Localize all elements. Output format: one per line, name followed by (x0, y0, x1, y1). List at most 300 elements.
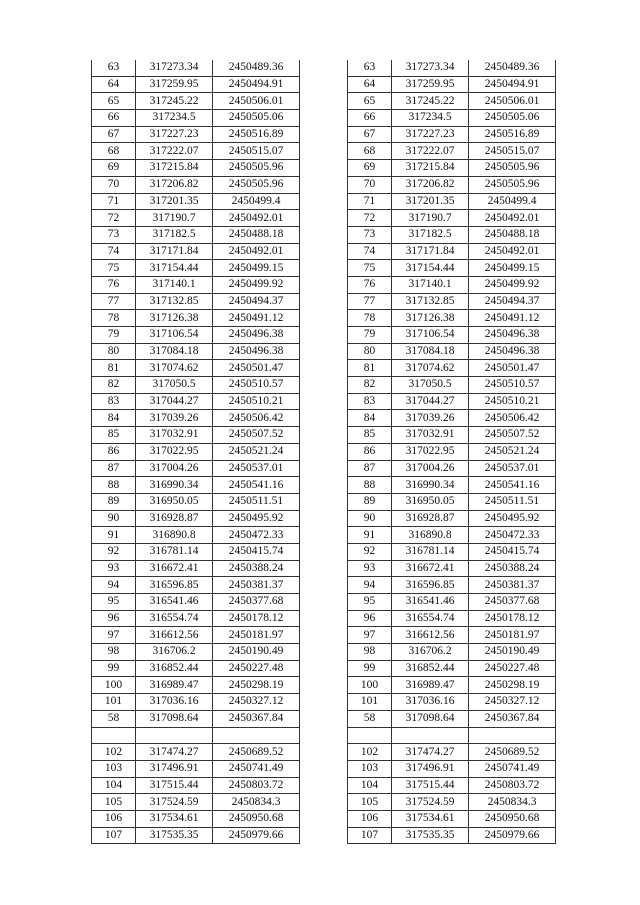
table-row (348, 60, 556, 76)
y-coordinate-cell: 2450181.97 (213, 627, 300, 644)
x-coordinate-cell: 317171.84 (392, 243, 469, 260)
x-coordinate-cell: 317084.18 (136, 343, 213, 360)
table-row (348, 327, 556, 344)
point-number-cell: 97 (92, 627, 136, 644)
point-number-cell: 86 (92, 443, 136, 460)
y-coordinate-cell: 2450505.96 (469, 160, 556, 177)
table-row (348, 110, 556, 127)
x-coordinate-cell: 317106.54 (392, 327, 469, 344)
point-number-cell: 80 (348, 343, 392, 360)
y-coordinate-cell: 2450492.01 (213, 210, 300, 227)
point-number-cell: 63 (92, 60, 136, 76)
table-row (348, 627, 556, 644)
point-number-cell: 72 (92, 210, 136, 227)
point-number-cell: 70 (92, 176, 136, 193)
y-coordinate-cell: 2450499.4 (469, 193, 556, 210)
table-row (92, 310, 300, 327)
y-coordinate-cell: 2450492.01 (469, 210, 556, 227)
point-number-cell: 73 (348, 226, 392, 243)
table-row (92, 210, 300, 227)
y-coordinate-cell: 2450367.84 (469, 710, 556, 727)
point-number-cell: 65 (348, 93, 392, 110)
x-coordinate-cell: 317524.59 (392, 794, 469, 811)
y-coordinate-cell: 2450415.74 (213, 543, 300, 560)
table-row (348, 694, 556, 711)
table-row (348, 393, 556, 410)
table-row (348, 243, 556, 260)
table-row (348, 210, 556, 227)
y-coordinate-cell: 2450505.06 (213, 110, 300, 127)
point-number-cell: 95 (348, 594, 392, 611)
y-coordinate-cell: 2450521.24 (213, 443, 300, 460)
y-coordinate-cell: 2450516.89 (213, 126, 300, 143)
x-coordinate-cell: 317044.27 (392, 393, 469, 410)
y-coordinate-cell: 2450507.52 (213, 427, 300, 444)
point-number-cell: 76 (92, 276, 136, 293)
table-row (348, 477, 556, 494)
point-number-cell: 76 (348, 276, 392, 293)
point-number-cell: 78 (348, 310, 392, 327)
y-coordinate-cell: 2450491.12 (213, 310, 300, 327)
table-row (348, 744, 556, 761)
table-row (92, 243, 300, 260)
y-coordinate-cell: 2450178.12 (213, 610, 300, 627)
x-coordinate-cell: 317098.64 (136, 710, 213, 727)
point-number-cell: 67 (92, 126, 136, 143)
x-coordinate-cell: 317140.1 (136, 276, 213, 293)
x-coordinate-cell: 317039.26 (136, 410, 213, 427)
point-number-cell: 106 (92, 810, 136, 827)
x-coordinate-cell: 317222.07 (392, 143, 469, 160)
table-row (92, 360, 300, 377)
point-number-cell: 105 (92, 794, 136, 811)
y-coordinate-cell: 2450388.24 (213, 560, 300, 577)
table-row (348, 560, 556, 577)
table-row (348, 310, 556, 327)
table-row (92, 577, 300, 594)
table-row (348, 810, 556, 827)
x-coordinate-cell: 317039.26 (392, 410, 469, 427)
table-row (92, 226, 300, 243)
point-number-cell: 103 (348, 760, 392, 777)
y-coordinate-cell: 2450496.38 (469, 327, 556, 344)
table-row (92, 760, 300, 777)
x-coordinate-cell: 317004.26 (392, 460, 469, 477)
point-number-cell: 100 (92, 677, 136, 694)
table-row (92, 560, 300, 577)
y-coordinate-cell: 2450472.33 (469, 527, 556, 544)
point-number-cell: 75 (348, 260, 392, 277)
point-number-cell: 104 (348, 777, 392, 794)
point-number-cell: 82 (92, 377, 136, 394)
table-row (348, 577, 556, 594)
y-coordinate-cell: 2450489.36 (213, 60, 300, 76)
point-number-cell: 97 (348, 627, 392, 644)
table-row (348, 160, 556, 177)
point-number-cell: 84 (348, 410, 392, 427)
y-coordinate-cell: 2450507.52 (469, 427, 556, 444)
y-coordinate-cell: 2450499.4 (213, 193, 300, 210)
point-number-cell: 87 (92, 460, 136, 477)
table-row (348, 443, 556, 460)
table-row (348, 543, 556, 560)
y-coordinate-cell: 2450377.68 (213, 594, 300, 611)
x-coordinate-cell: 317154.44 (392, 260, 469, 277)
point-number-cell: 101 (92, 694, 136, 711)
x-coordinate-cell: 317036.16 (136, 694, 213, 711)
y-coordinate-cell: 2450511.51 (213, 493, 300, 510)
x-coordinate-cell: 316596.85 (392, 577, 469, 594)
x-coordinate-cell (392, 727, 469, 744)
point-number-cell: 88 (92, 477, 136, 494)
x-coordinate-cell: 317215.84 (136, 160, 213, 177)
table-row (348, 76, 556, 93)
x-coordinate-cell: 316612.56 (392, 627, 469, 644)
x-coordinate-cell: 316890.8 (136, 527, 213, 544)
x-coordinate-cell: 317245.22 (136, 93, 213, 110)
table-row (348, 710, 556, 727)
x-coordinate-cell: 317004.26 (136, 460, 213, 477)
x-coordinate-cell: 316541.46 (136, 594, 213, 611)
table-row (92, 660, 300, 677)
y-coordinate-cell: 2450505.96 (469, 176, 556, 193)
y-coordinate-cell: 2450367.84 (213, 710, 300, 727)
x-coordinate-cell: 317474.27 (392, 744, 469, 761)
table-row (92, 143, 300, 160)
y-coordinate-cell: 2450377.68 (469, 594, 556, 611)
point-number-cell: 79 (348, 327, 392, 344)
table-row (348, 727, 556, 744)
y-coordinate-cell: 2450515.07 (213, 143, 300, 160)
table-row (92, 126, 300, 143)
point-number-cell: 64 (92, 76, 136, 93)
x-coordinate-cell: 317259.95 (136, 76, 213, 93)
point-number-cell: 79 (92, 327, 136, 344)
point-number-cell: 81 (348, 360, 392, 377)
x-coordinate-cell: 317032.91 (136, 427, 213, 444)
y-coordinate-cell: 2450496.38 (469, 343, 556, 360)
y-coordinate-cell (469, 727, 556, 744)
table-row (92, 610, 300, 627)
y-coordinate-cell: 2450505.96 (213, 176, 300, 193)
table-row (348, 143, 556, 160)
y-coordinate-cell: 2450689.52 (469, 744, 556, 761)
x-coordinate-cell: 316612.56 (136, 627, 213, 644)
y-coordinate-cell: 2450499.15 (469, 260, 556, 277)
table-row (92, 293, 300, 310)
x-coordinate-cell: 317474.27 (136, 744, 213, 761)
y-coordinate-cell: 2450491.12 (469, 310, 556, 327)
y-coordinate-cell: 2450510.57 (469, 377, 556, 394)
x-coordinate-cell: 317201.35 (392, 193, 469, 210)
table-body (92, 60, 300, 844)
x-coordinate-cell: 316950.05 (392, 493, 469, 510)
x-coordinate-cell: 317098.64 (392, 710, 469, 727)
y-coordinate-cell: 2450803.72 (469, 777, 556, 794)
point-number-cell: 98 (348, 644, 392, 661)
x-coordinate-cell: 317524.59 (136, 794, 213, 811)
x-coordinate-cell: 317515.44 (392, 777, 469, 794)
point-number-cell: 71 (92, 193, 136, 210)
table-row (92, 443, 300, 460)
point-number-cell: 72 (348, 210, 392, 227)
table-row (92, 694, 300, 711)
x-coordinate-cell: 317273.34 (392, 60, 469, 76)
point-number-cell: 68 (92, 143, 136, 160)
x-coordinate-cell: 317126.38 (136, 310, 213, 327)
x-coordinate-cell: 317496.91 (136, 760, 213, 777)
x-coordinate-cell: 317234.5 (136, 110, 213, 127)
table-row (348, 427, 556, 444)
x-coordinate-cell: 316990.34 (136, 477, 213, 494)
x-coordinate-cell: 317182.5 (392, 226, 469, 243)
point-number-cell: 102 (92, 744, 136, 761)
y-coordinate-cell: 2450492.01 (469, 243, 556, 260)
table-row (348, 644, 556, 661)
y-coordinate-cell: 2450950.68 (213, 810, 300, 827)
table-row (92, 527, 300, 544)
point-number-cell: 83 (92, 393, 136, 410)
x-coordinate-cell: 317496.91 (392, 760, 469, 777)
point-number-cell: 85 (348, 427, 392, 444)
table-row (92, 727, 300, 744)
x-coordinate-cell: 317074.62 (136, 360, 213, 377)
table-row (92, 594, 300, 611)
point-number-cell: 100 (348, 677, 392, 694)
x-coordinate-cell: 316672.41 (392, 560, 469, 577)
point-number-cell: 102 (348, 744, 392, 761)
table-row (348, 610, 556, 627)
y-coordinate-cell: 2450511.51 (469, 493, 556, 510)
table-row (348, 493, 556, 510)
table-row (348, 410, 556, 427)
table-row (92, 343, 300, 360)
point-number-cell: 70 (348, 176, 392, 193)
point-number-cell: 107 (92, 827, 136, 844)
point-number-cell: 107 (348, 827, 392, 844)
point-number-cell: 58 (348, 710, 392, 727)
point-number-cell: 71 (348, 193, 392, 210)
y-coordinate-cell: 2450495.92 (213, 510, 300, 527)
x-coordinate-cell: 317032.91 (392, 427, 469, 444)
point-number-cell: 104 (92, 777, 136, 794)
point-number-cell: 87 (348, 460, 392, 477)
table-row (348, 677, 556, 694)
x-coordinate-cell: 317215.84 (392, 160, 469, 177)
table-row (92, 276, 300, 293)
x-coordinate-cell: 317222.07 (136, 143, 213, 160)
point-number-cell: 99 (348, 660, 392, 677)
x-coordinate-cell: 316852.44 (392, 660, 469, 677)
table-row (92, 110, 300, 127)
y-coordinate-cell: 2450495.92 (469, 510, 556, 527)
point-number-cell: 68 (348, 143, 392, 160)
point-number-cell: 89 (348, 493, 392, 510)
coordinate-table-right (347, 60, 556, 844)
y-coordinate-cell: 2450741.49 (469, 760, 556, 777)
point-number-cell: 105 (348, 794, 392, 811)
y-coordinate-cell: 2450298.19 (469, 677, 556, 694)
point-number-cell: 77 (348, 293, 392, 310)
x-coordinate-cell: 316781.14 (136, 543, 213, 560)
y-coordinate-cell: 2450494.37 (213, 293, 300, 310)
y-coordinate-cell: 2450496.38 (213, 343, 300, 360)
x-coordinate-cell: 317140.1 (392, 276, 469, 293)
point-number-cell: 91 (92, 527, 136, 544)
point-number-cell: 92 (348, 543, 392, 560)
point-number-cell: 96 (92, 610, 136, 627)
y-coordinate-cell: 2450515.07 (469, 143, 556, 160)
y-coordinate-cell: 2450506.01 (469, 93, 556, 110)
table-row (92, 477, 300, 494)
x-coordinate-cell: 316706.2 (392, 644, 469, 661)
point-number-cell: 74 (92, 243, 136, 260)
x-coordinate-cell: 317074.62 (392, 360, 469, 377)
y-coordinate-cell: 2450181.97 (469, 627, 556, 644)
y-coordinate-cell: 2450501.47 (469, 360, 556, 377)
x-coordinate-cell: 317227.23 (136, 126, 213, 143)
y-coordinate-cell: 2450492.01 (213, 243, 300, 260)
x-coordinate-cell: 317154.44 (136, 260, 213, 277)
point-number-cell: 106 (348, 810, 392, 827)
point-number-cell (348, 727, 392, 744)
x-coordinate-cell: 317535.35 (392, 827, 469, 844)
point-number-cell: 77 (92, 293, 136, 310)
point-number-cell: 84 (92, 410, 136, 427)
table-row (92, 810, 300, 827)
y-coordinate-cell: 2450489.36 (469, 60, 556, 76)
x-coordinate-cell: 317245.22 (392, 93, 469, 110)
x-coordinate-cell: 317050.5 (136, 377, 213, 394)
point-number-cell: 69 (92, 160, 136, 177)
x-coordinate-cell: 317206.82 (392, 176, 469, 193)
y-coordinate-cell: 2450521.24 (469, 443, 556, 460)
table-row (348, 594, 556, 611)
y-coordinate-cell: 2450689.52 (213, 744, 300, 761)
x-coordinate-cell: 317036.16 (392, 694, 469, 711)
y-coordinate-cell: 2450388.24 (469, 560, 556, 577)
table-row (92, 493, 300, 510)
x-coordinate-cell: 317190.7 (136, 210, 213, 227)
table-row (348, 293, 556, 310)
y-coordinate-cell: 2450494.37 (469, 293, 556, 310)
x-coordinate-cell: 317171.84 (136, 243, 213, 260)
table-row (92, 427, 300, 444)
y-coordinate-cell: 2450501.47 (213, 360, 300, 377)
point-number-cell: 99 (92, 660, 136, 677)
y-coordinate-cell: 2450499.92 (469, 276, 556, 293)
table-row (348, 93, 556, 110)
table-row (92, 76, 300, 93)
point-number-cell: 92 (92, 543, 136, 560)
y-coordinate-cell: 2450979.66 (469, 827, 556, 844)
table-row (348, 193, 556, 210)
x-coordinate-cell: 317227.23 (392, 126, 469, 143)
y-coordinate-cell: 2450227.48 (469, 660, 556, 677)
point-number-cell: 88 (348, 477, 392, 494)
y-coordinate-cell: 2450499.92 (213, 276, 300, 293)
point-number-cell: 101 (348, 694, 392, 711)
point-number-cell: 89 (92, 493, 136, 510)
x-coordinate-cell: 317234.5 (392, 110, 469, 127)
x-coordinate-cell: 317535.35 (136, 827, 213, 844)
x-coordinate-cell: 317206.82 (136, 176, 213, 193)
y-coordinate-cell: 2450950.68 (469, 810, 556, 827)
table-row (348, 527, 556, 544)
table-row (348, 226, 556, 243)
point-number-cell: 93 (348, 560, 392, 577)
point-number-cell: 69 (348, 160, 392, 177)
x-coordinate-cell: 317132.85 (136, 293, 213, 310)
y-coordinate-cell: 2450803.72 (213, 777, 300, 794)
table-row (92, 827, 300, 844)
x-coordinate-cell: 316989.47 (136, 677, 213, 694)
table-row (92, 377, 300, 394)
table-row (92, 327, 300, 344)
x-coordinate-cell: 317044.27 (136, 393, 213, 410)
table-row (92, 93, 300, 110)
point-number-cell: 65 (92, 93, 136, 110)
table-row (348, 126, 556, 143)
table-row (92, 677, 300, 694)
point-number-cell: 94 (92, 577, 136, 594)
y-coordinate-cell: 2450499.15 (213, 260, 300, 277)
point-number-cell: 90 (348, 510, 392, 527)
y-coordinate-cell: 2450505.96 (213, 160, 300, 177)
point-number-cell: 74 (348, 243, 392, 260)
point-number-cell: 73 (92, 226, 136, 243)
point-number-cell: 93 (92, 560, 136, 577)
x-coordinate-cell: 317132.85 (392, 293, 469, 310)
y-coordinate-cell: 2450327.12 (213, 694, 300, 711)
x-coordinate-cell: 317515.44 (136, 777, 213, 794)
y-coordinate-cell: 2450472.33 (213, 527, 300, 544)
x-coordinate-cell: 316990.34 (392, 477, 469, 494)
table-row (92, 627, 300, 644)
table-row (92, 510, 300, 527)
y-coordinate-cell: 2450979.66 (213, 827, 300, 844)
y-coordinate-cell: 2450506.42 (213, 410, 300, 427)
point-number-cell: 94 (348, 577, 392, 594)
table-row (348, 794, 556, 811)
table-row (92, 543, 300, 560)
x-coordinate-cell: 316554.74 (136, 610, 213, 627)
y-coordinate-cell: 2450510.57 (213, 377, 300, 394)
table-row (92, 176, 300, 193)
x-coordinate-cell: 316928.87 (136, 510, 213, 527)
y-coordinate-cell: 2450327.12 (469, 694, 556, 711)
y-coordinate-cell: 2450541.16 (213, 477, 300, 494)
table-row (348, 760, 556, 777)
y-coordinate-cell: 2450510.21 (213, 393, 300, 410)
point-number-cell: 81 (92, 360, 136, 377)
x-coordinate-cell: 317190.7 (392, 210, 469, 227)
x-coordinate-cell: 316989.47 (392, 677, 469, 694)
x-coordinate-cell: 316890.8 (392, 527, 469, 544)
table-row (348, 510, 556, 527)
point-number-cell: 91 (348, 527, 392, 544)
table-row (348, 460, 556, 477)
y-coordinate-cell: 2450537.01 (469, 460, 556, 477)
x-coordinate-cell: 316672.41 (136, 560, 213, 577)
point-number-cell: 96 (348, 610, 392, 627)
y-coordinate-cell: 2450488.18 (213, 226, 300, 243)
point-number-cell (92, 727, 136, 744)
point-number-cell: 82 (348, 377, 392, 394)
y-coordinate-cell: 2450415.74 (469, 543, 556, 560)
y-coordinate-cell: 2450741.49 (213, 760, 300, 777)
y-coordinate-cell: 2450496.38 (213, 327, 300, 344)
